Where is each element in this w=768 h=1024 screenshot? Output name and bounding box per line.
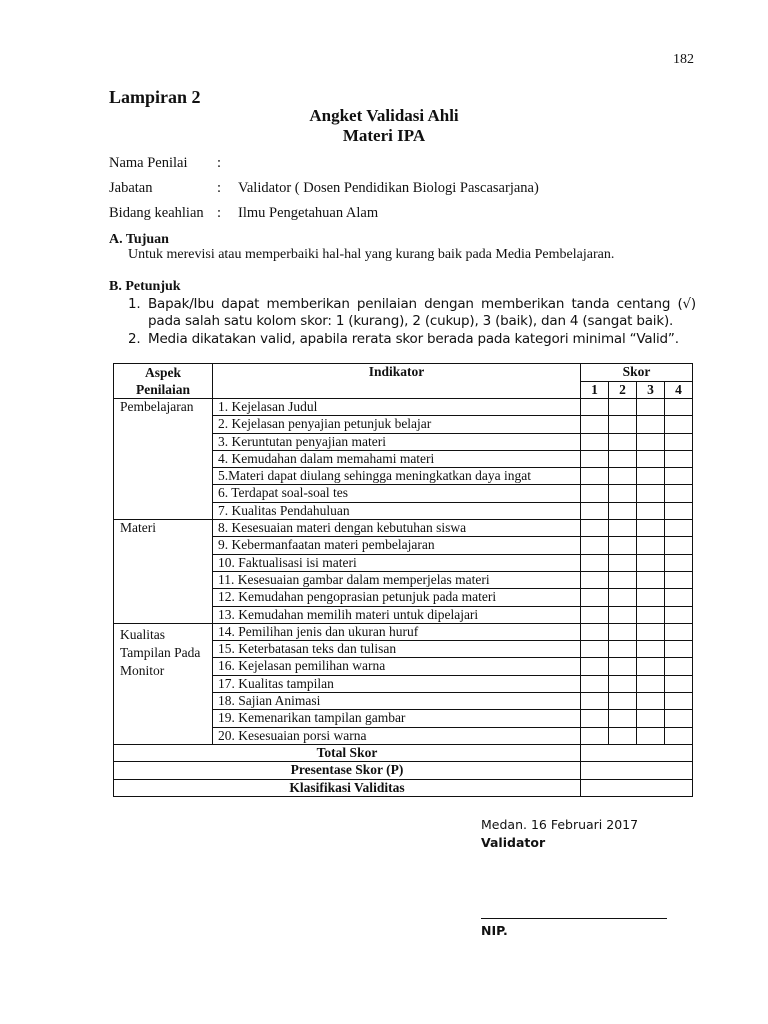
- document-title: Angket Validasi Ahli: [309, 106, 459, 125]
- score-checkbox-cell-4[interactable]: [665, 589, 693, 606]
- score-checkbox-cell-1[interactable]: [581, 399, 609, 416]
- header-aspek: Aspek Penilaian: [114, 364, 213, 399]
- signature-role: Validator: [481, 835, 546, 850]
- summary-value-cell[interactable]: [581, 744, 693, 761]
- indicator-cell: 2. Kejelasan penyajian petunjuk belajar: [213, 416, 581, 433]
- header-skor: Skor: [581, 364, 693, 382]
- score-checkbox-cell-2[interactable]: [609, 485, 637, 502]
- score-checkbox-cell-2[interactable]: [609, 450, 637, 467]
- score-checkbox-cell-1[interactable]: [581, 693, 609, 710]
- score-checkbox-cell-1[interactable]: [581, 468, 609, 485]
- score-checkbox-cell-3[interactable]: [637, 710, 665, 727]
- score-checkbox-cell-4[interactable]: [665, 571, 693, 588]
- score-checkbox-cell-2[interactable]: [609, 658, 637, 675]
- score-checkbox-cell-4[interactable]: [665, 641, 693, 658]
- score-checkbox-cell-1[interactable]: [581, 485, 609, 502]
- score-checkbox-cell-1[interactable]: [581, 675, 609, 692]
- score-checkbox-cell-1[interactable]: [581, 416, 609, 433]
- section-heading-tujuan: A. Tujuan: [109, 232, 169, 247]
- indicator-cell: 18. Sajian Animasi: [213, 693, 581, 710]
- score-checkbox-cell-1[interactable]: [581, 589, 609, 606]
- summary-label: Total Skor: [114, 744, 581, 761]
- signature-line: [481, 918, 667, 919]
- table-row: [114, 399, 693, 416]
- info-colon: :: [217, 155, 222, 171]
- header-skor-1: 1: [581, 381, 609, 399]
- score-checkbox-cell-4[interactable]: [665, 675, 693, 692]
- score-checkbox-cell-1[interactable]: [581, 710, 609, 727]
- indicator-cell: 4. Kemudahan dalam memahami materi: [213, 450, 581, 467]
- signature-nip: NIP.: [481, 923, 508, 938]
- header-skor-3: 3: [637, 381, 665, 399]
- indicator-cell: 6. Terdapat soal-soal tes: [213, 485, 581, 502]
- score-checkbox-cell-4[interactable]: [665, 502, 693, 519]
- score-checkbox-cell-2[interactable]: [609, 399, 637, 416]
- indicator-cell: 16. Kejelasan pemilihan warna: [213, 658, 581, 675]
- score-checkbox-cell-1[interactable]: [581, 502, 609, 519]
- score-checkbox-cell-4[interactable]: [665, 658, 693, 675]
- summary-label: Presentase Skor (P): [114, 762, 581, 779]
- indicator-cell: 12. Kemudahan pengoprasian petunjuk pada materi: [213, 589, 581, 606]
- indicator-cell: 10. Faktualisasi isi materi: [213, 554, 581, 571]
- instruction-text: Bapak/Ibu dapat memberikan penilaian dengan memberikan tanda centang (√) pada salah satu kolom skor: 1 (kurang), 2 (cukup), 3 (baik), dan 4 (sangat baik).: [148, 296, 696, 329]
- document-subtitle: Materi IPA: [342, 126, 426, 145]
- score-checkbox-cell-4[interactable]: [665, 520, 693, 537]
- indicator-cell: 14. Pemilihan jenis dan ukuran huruf: [213, 623, 581, 640]
- score-checkbox-cell-3[interactable]: [637, 589, 665, 606]
- score-checkbox-cell-3[interactable]: [637, 433, 665, 450]
- score-checkbox-cell-3[interactable]: [637, 537, 665, 554]
- info-value-bidang: Ilmu Pengetahuan Alam: [238, 205, 379, 221]
- appendix-label: Lampiran 2: [109, 87, 201, 107]
- score-checkbox-cell-3[interactable]: [637, 399, 665, 416]
- score-checkbox-cell-2[interactable]: [609, 468, 637, 485]
- score-checkbox-cell-3[interactable]: [637, 468, 665, 485]
- indicator-cell: 19. Kemenarikan tampilan gambar: [213, 710, 581, 727]
- score-checkbox-cell-4[interactable]: [665, 693, 693, 710]
- aspek-cell: Materi: [114, 520, 213, 624]
- score-checkbox-cell-3[interactable]: [637, 606, 665, 623]
- header-skor-2: 2: [609, 381, 637, 399]
- instruction-item: [128, 331, 696, 348]
- score-checkbox-cell-4[interactable]: [665, 416, 693, 433]
- indicator-cell: 11. Kesesuaian gambar dalam memperjelas materi: [213, 571, 581, 588]
- score-checkbox-cell-2[interactable]: [609, 623, 637, 640]
- instruction-item: [128, 296, 696, 330]
- score-checkbox-cell-2[interactable]: [609, 571, 637, 588]
- score-checkbox-cell-1[interactable]: [581, 433, 609, 450]
- score-checkbox-cell-1[interactable]: [581, 520, 609, 537]
- summary-row: [114, 779, 693, 796]
- score-checkbox-cell-3[interactable]: [637, 693, 665, 710]
- indicator-cell: 8. Kesesuaian materi dengan kebutuhan siswa: [213, 520, 581, 537]
- score-checkbox-cell-3[interactable]: [637, 416, 665, 433]
- score-checkbox-cell-2[interactable]: [609, 589, 637, 606]
- score-checkbox-cell-4[interactable]: [665, 468, 693, 485]
- table-row: [114, 623, 693, 640]
- summary-value-cell[interactable]: [581, 779, 693, 796]
- score-checkbox-cell-4[interactable]: [665, 606, 693, 623]
- score-checkbox-cell-4[interactable]: [665, 623, 693, 640]
- score-checkbox-cell-3[interactable]: [637, 675, 665, 692]
- info-colon: :: [217, 205, 222, 221]
- score-checkbox-cell-3[interactable]: [637, 450, 665, 467]
- score-checkbox-cell-1[interactable]: [581, 623, 609, 640]
- score-checkbox-cell-2[interactable]: [609, 554, 637, 571]
- info-colon: :: [217, 180, 222, 196]
- score-checkbox-cell-1[interactable]: [581, 606, 609, 623]
- score-checkbox-cell-3[interactable]: [637, 554, 665, 571]
- indicator-cell: 9. Kebermanfaatan materi pembelajaran: [213, 537, 581, 554]
- summary-row: [114, 762, 693, 779]
- indicator-cell: 15. Keterbatasan teks dan tulisan: [213, 641, 581, 658]
- indicator-cell: 3. Keruntutan penyajian materi: [213, 433, 581, 450]
- indicator-cell: 17. Kualitas tampilan: [213, 675, 581, 692]
- score-checkbox-cell-3[interactable]: [637, 571, 665, 588]
- score-checkbox-cell-1[interactable]: [581, 727, 609, 744]
- score-checkbox-cell-1[interactable]: [581, 537, 609, 554]
- score-checkbox-cell-2[interactable]: [609, 606, 637, 623]
- score-checkbox-cell-2[interactable]: [609, 520, 637, 537]
- score-checkbox-cell-1[interactable]: [581, 571, 609, 588]
- score-checkbox-cell-2[interactable]: [609, 675, 637, 692]
- info-label-bidang: Bidang keahlian: [109, 205, 204, 221]
- score-checkbox-cell-2[interactable]: [609, 727, 637, 744]
- score-checkbox-cell-4[interactable]: [665, 537, 693, 554]
- score-checkbox-cell-4[interactable]: [665, 485, 693, 502]
- score-checkbox-cell-1[interactable]: [581, 641, 609, 658]
- score-checkbox-cell-4[interactable]: [665, 554, 693, 571]
- info-value-jabatan: Validator ( Dosen Pendidikan Biologi Pascasarjana): [238, 180, 539, 196]
- instruction-number: 2.: [128, 331, 141, 347]
- info-label-jabatan: Jabatan: [109, 180, 153, 196]
- indicator-cell: 20. Kesesuaian porsi warna: [213, 727, 581, 744]
- indicator-cell: 5.Materi dapat diulang sehingga meningkatkan daya ingat: [213, 468, 581, 485]
- score-checkbox-cell-1[interactable]: [581, 658, 609, 675]
- score-checkbox-cell-4[interactable]: [665, 727, 693, 744]
- table-row: [114, 520, 693, 537]
- indicator-cell: 7. Kualitas Pendahuluan: [213, 502, 581, 519]
- score-checkbox-cell-2[interactable]: [609, 641, 637, 658]
- score-checkbox-cell-3[interactable]: [637, 658, 665, 675]
- header-skor-4: 4: [665, 381, 693, 399]
- info-label-nama: Nama Penilai: [109, 155, 188, 171]
- summary-value-cell[interactable]: [581, 762, 693, 779]
- score-checkbox-cell-3[interactable]: [637, 623, 665, 640]
- score-checkbox-cell-2[interactable]: [609, 710, 637, 727]
- score-checkbox-cell-1[interactable]: [581, 554, 609, 571]
- score-checkbox-cell-4[interactable]: [665, 433, 693, 450]
- score-checkbox-cell-4[interactable]: [665, 710, 693, 727]
- indicator-cell: 13. Kemudahan memilih materi untuk dipelajari: [213, 606, 581, 623]
- section-heading-petunjuk: B. Petunjuk: [109, 279, 181, 294]
- indicator-cell: 1. Kejelasan Judul: [213, 399, 581, 416]
- header-indikator: Indikator: [213, 364, 581, 399]
- score-checkbox-cell-4[interactable]: [665, 399, 693, 416]
- signature-place-date: Medan. 16 Februari 2017: [481, 817, 639, 832]
- score-checkbox-cell-1[interactable]: [581, 450, 609, 467]
- instruction-text: Media dikatakan valid, apabila rerata skor berada pada kategori minimal “Valid”.: [148, 331, 679, 347]
- score-checkbox-cell-3[interactable]: [637, 520, 665, 537]
- score-checkbox-cell-2[interactable]: [609, 693, 637, 710]
- score-checkbox-cell-2[interactable]: [609, 433, 637, 450]
- score-checkbox-cell-3[interactable]: [637, 727, 665, 744]
- score-checkbox-cell-2[interactable]: [609, 416, 637, 433]
- score-checkbox-cell-4[interactable]: [665, 450, 693, 467]
- summary-row: [114, 744, 693, 761]
- tujuan-text: Untuk merevisi atau memperbaiki hal-hal yang kurang baik pada Media Pembelajaran.: [128, 247, 615, 262]
- score-checkbox-cell-2[interactable]: [609, 502, 637, 519]
- score-checkbox-cell-3[interactable]: [637, 502, 665, 519]
- aspek-cell: Pembelajaran: [114, 399, 213, 520]
- score-checkbox-cell-3[interactable]: [637, 641, 665, 658]
- score-checkbox-cell-3[interactable]: [637, 485, 665, 502]
- aspek-cell: Kualitas Tampilan Pada Monitor: [114, 623, 213, 744]
- score-checkbox-cell-2[interactable]: [609, 537, 637, 554]
- instruction-number: 1.: [128, 296, 141, 312]
- page-number: 182: [673, 52, 694, 67]
- summary-label: Klasifikasi Validitas: [114, 779, 581, 796]
- validation-score-table: [113, 363, 693, 797]
